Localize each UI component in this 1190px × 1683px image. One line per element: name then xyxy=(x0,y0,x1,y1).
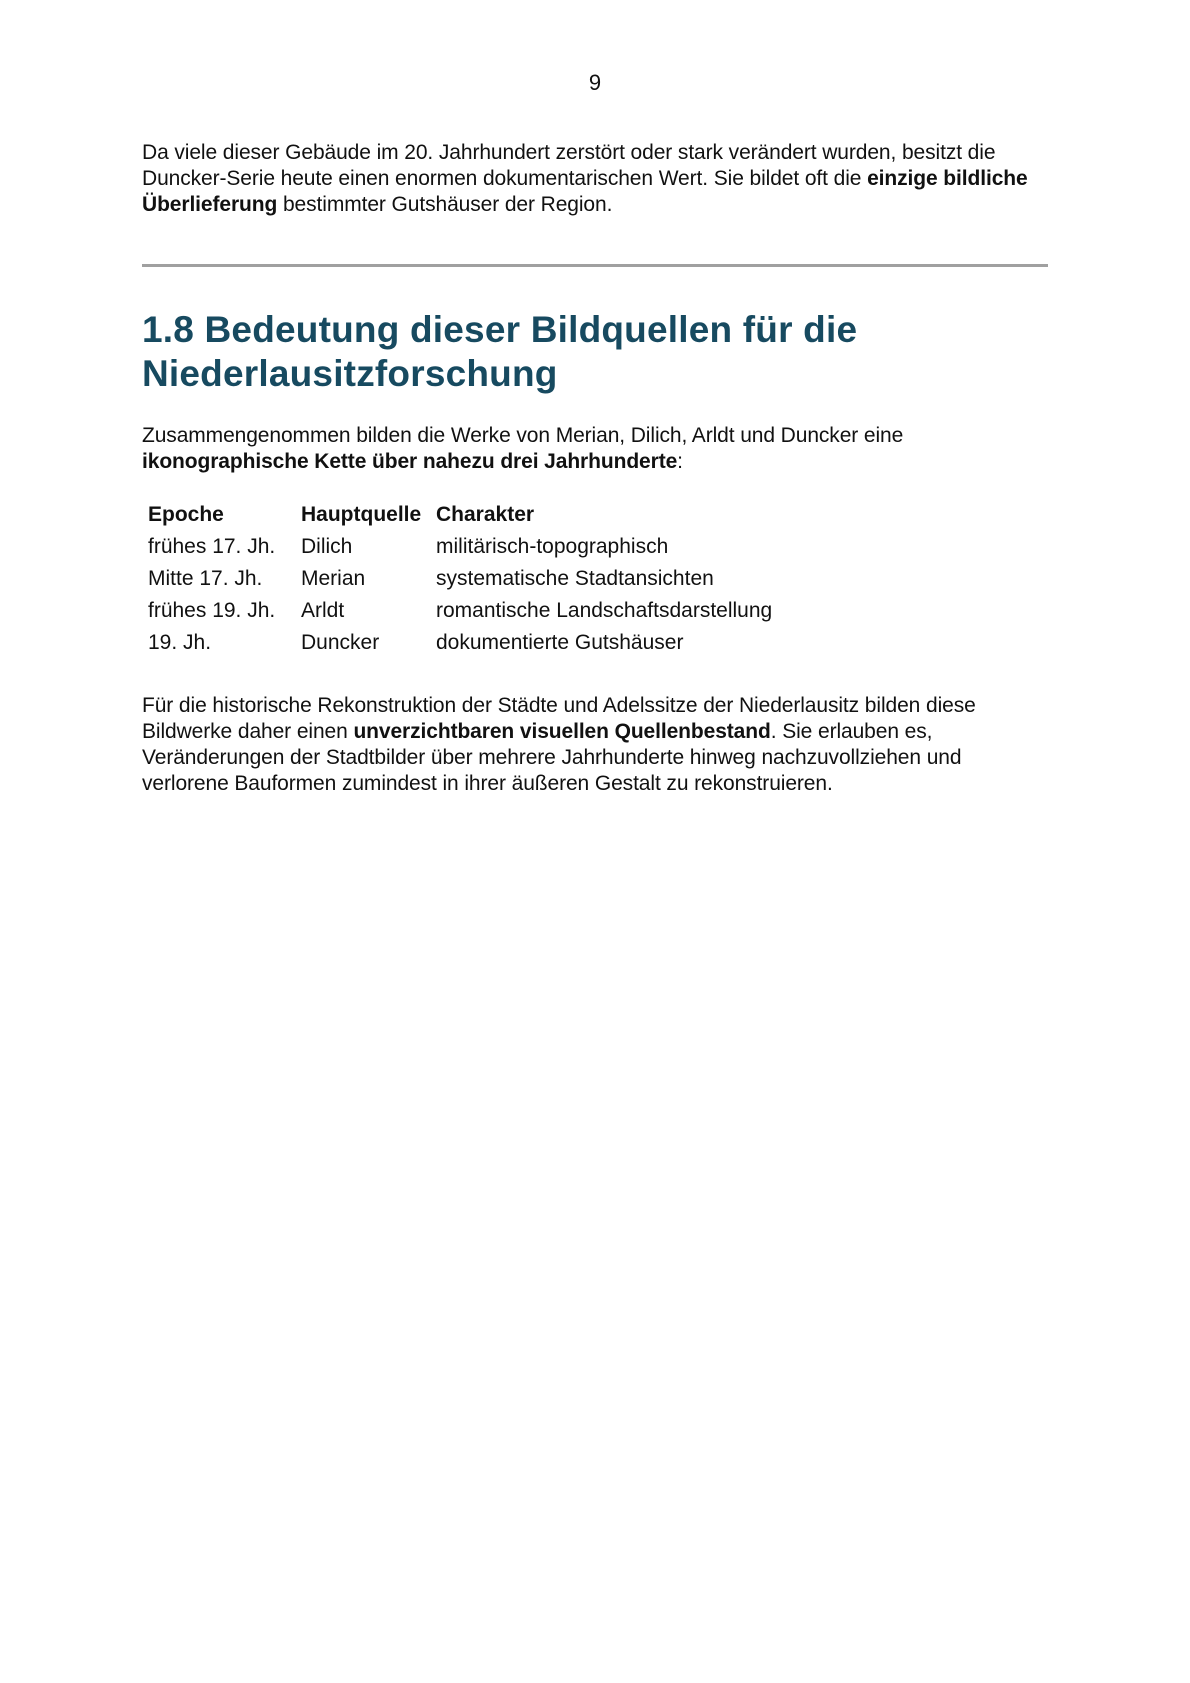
header-epoche: Epoche xyxy=(148,503,224,526)
cell-epoche: frühes 19. Jh. xyxy=(148,599,276,622)
page-number: 9 xyxy=(588,70,602,95)
section-heading: 1.8 Bedeutung dieser Bildquellen für die Niederlausitzforschung xyxy=(142,309,858,394)
conclusion-text-before: Für die historische Rekonstruktion der Städte und Adelssitze der Niederlausitz bilden diese Bildwerke daher einen xyxy=(142,694,976,743)
conclusion-text-after: . Sie erlauben es, Veränderungen der Stadtbilder über mehrere Jahrhunderte hinweg nachzuvollziehen und verlorene Bauformen zumindest in ihrer äußeren Gestalt zu rekonstruieren. xyxy=(142,720,962,795)
cell-hauptquelle: Merian xyxy=(301,567,366,590)
cell-hauptquelle: Dilich xyxy=(301,535,353,558)
sources-table xyxy=(144,500,776,660)
table-row xyxy=(144,564,776,596)
table-header-row xyxy=(144,500,776,532)
horizontal-rule xyxy=(142,264,1048,267)
cell-charakter: militärisch-topographisch xyxy=(436,535,669,558)
intro-text-before: Da viele dieser Gebäude im 20. Jahrhundert zerstört oder stark verändert wurden, besitzt die Duncker-Serie heute einen enormen dokumentarischen Wert. Sie bildet oft die xyxy=(142,141,996,190)
cell-charakter: systematische Stadtansichten xyxy=(436,567,714,590)
table-row xyxy=(144,628,776,660)
cell-epoche: frühes 17. Jh. xyxy=(148,535,276,558)
header-charakter: Charakter xyxy=(436,503,535,526)
intro-paragraph xyxy=(142,140,1052,218)
cell-charakter: dokumentierte Gutshäuser xyxy=(436,631,684,654)
cell-hauptquelle: Arldt xyxy=(301,599,345,622)
section-intro-text-after: : xyxy=(677,450,683,473)
section-intro-paragraph xyxy=(142,423,1052,475)
conclusion-bold-phrase: unverzichtbaren visuellen Quellenbestand xyxy=(353,720,771,743)
cell-epoche: Mitte 17. Jh. xyxy=(148,567,263,590)
section-intro-bold-phrase: ikonographische Kette über nahezu drei Jahrhunderte xyxy=(142,450,678,473)
table-row xyxy=(144,596,776,628)
section-intro-text-before: Zusammengenommen bilden die Werke von Merian, Dilich, Arldt und Duncker eine xyxy=(142,424,904,447)
header-hauptquelle: Hauptquelle xyxy=(301,503,422,526)
cell-charakter: romantische Landschaftsdarstellung xyxy=(436,599,773,622)
table-row xyxy=(144,532,776,564)
cell-epoche: 19. Jh. xyxy=(148,631,212,654)
intro-text-after: bestimmter Gutshäuser der Region. xyxy=(277,193,613,216)
cell-hauptquelle: Duncker xyxy=(301,631,380,654)
conclusion-paragraph xyxy=(142,693,1052,797)
intro-bold-phrase: einzige bildliche Überlieferung xyxy=(142,167,1028,216)
